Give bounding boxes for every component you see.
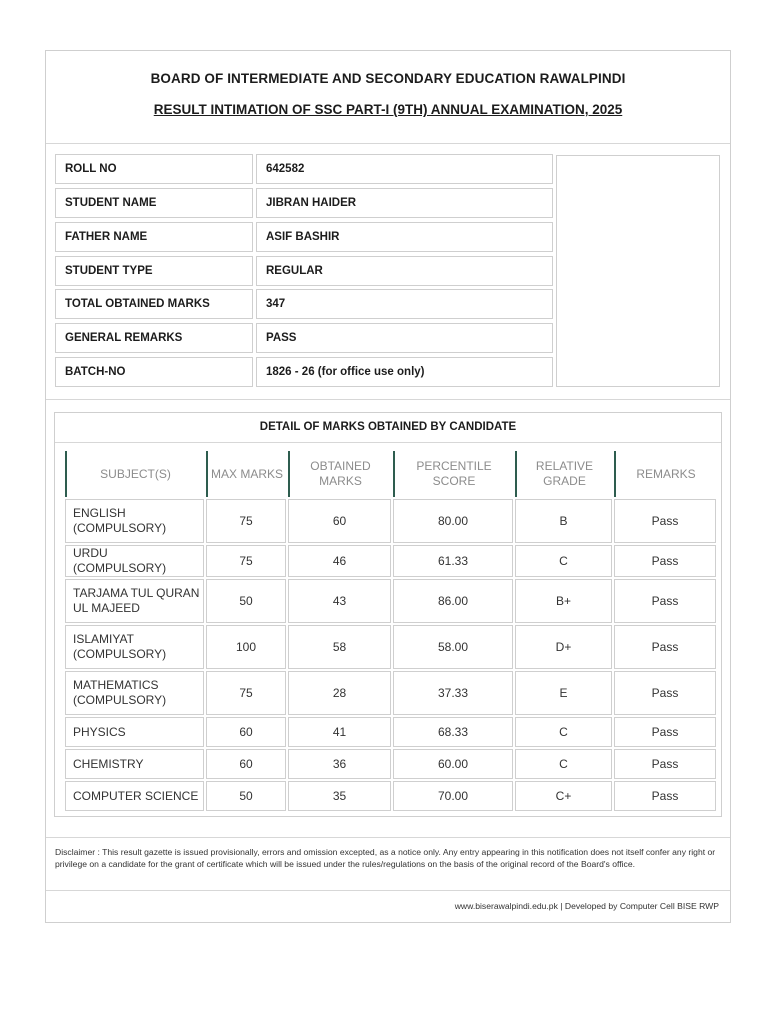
info-label: FATHER NAME bbox=[55, 222, 253, 252]
obtained-marks-cell: 43 bbox=[288, 579, 391, 623]
info-label: BATCH-NO bbox=[55, 357, 253, 387]
student-photo-placeholder bbox=[556, 155, 720, 387]
info-label: GENERAL REMARKS bbox=[55, 323, 253, 353]
info-row-student-type bbox=[55, 256, 551, 286]
col-header-subject: SUBJECT(S) bbox=[65, 451, 204, 497]
obtained-marks-cell: 41 bbox=[288, 717, 391, 747]
percentile-cell: 58.00 bbox=[393, 625, 513, 669]
max-marks-cell: 75 bbox=[206, 671, 286, 715]
col-header-remarks: REMARKS bbox=[614, 451, 716, 497]
subject-cell: ISLAMIYAT (COMPULSORY) bbox=[65, 625, 204, 669]
subject-cell: ENGLISH (COMPULSORY) bbox=[65, 499, 204, 543]
info-row-general-remarks bbox=[55, 323, 551, 353]
max-marks-cell: 50 bbox=[206, 579, 286, 623]
percentile-cell: 86.00 bbox=[393, 579, 513, 623]
footer-credit: www.biserawalpindi.edu.pk | Developed by Computer Cell BISE RWP bbox=[454, 901, 719, 911]
result-header bbox=[46, 51, 730, 144]
percentile-cell: 80.00 bbox=[393, 499, 513, 543]
info-row-father-name bbox=[55, 222, 551, 252]
table-row bbox=[65, 749, 716, 779]
max-marks-cell: 60 bbox=[206, 749, 286, 779]
info-label: TOTAL OBTAINED MARKS bbox=[55, 289, 253, 319]
exam-title: RESULT INTIMATION OF SSC PART-I (9TH) ANNUAL EXAMINATION, 2025 bbox=[153, 102, 623, 117]
grade-cell: C+ bbox=[515, 781, 612, 811]
roll-no-value: 642582 bbox=[256, 154, 553, 184]
max-marks-cell: 60 bbox=[206, 717, 286, 747]
grade-cell: B bbox=[515, 499, 612, 543]
father-name-value: ASIF BASHIR bbox=[256, 222, 553, 252]
result-card bbox=[45, 50, 731, 923]
obtained-marks-cell: 60 bbox=[288, 499, 391, 543]
max-marks-cell: 75 bbox=[206, 545, 286, 577]
subject-cell: MATHEMATICS (COMPULSORY) bbox=[65, 671, 204, 715]
remarks-cell: Pass bbox=[614, 579, 716, 623]
remarks-cell: Pass bbox=[614, 625, 716, 669]
col-header-max-marks: MAX MARKS bbox=[206, 451, 286, 497]
info-label: STUDENT TYPE bbox=[55, 256, 253, 286]
max-marks-cell: 100 bbox=[206, 625, 286, 669]
remarks-cell: Pass bbox=[614, 671, 716, 715]
grade-cell: C bbox=[515, 545, 612, 577]
grade-cell: C bbox=[515, 749, 612, 779]
subject-cell: CHEMISTRY bbox=[65, 749, 204, 779]
table-row bbox=[65, 499, 716, 543]
marks-header-row bbox=[65, 451, 716, 497]
board-title: BOARD OF INTERMEDIATE AND SECONDARY EDUCATION RAWALPINDI bbox=[150, 71, 626, 86]
obtained-marks-cell: 46 bbox=[288, 545, 391, 577]
info-row-total-marks bbox=[55, 289, 551, 319]
remarks-cell: Pass bbox=[614, 781, 716, 811]
table-row bbox=[65, 579, 716, 623]
col-header-grade: RELATIVE GRADE bbox=[515, 451, 612, 497]
info-label: ROLL NO bbox=[55, 154, 253, 184]
subject-cell: TARJAMA TUL QURAN UL MAJEED bbox=[65, 579, 204, 623]
student-type-value: REGULAR bbox=[256, 256, 553, 286]
max-marks-cell: 75 bbox=[206, 499, 286, 543]
grade-cell: B+ bbox=[515, 579, 612, 623]
student-name-value: JIBRAN HAIDER bbox=[256, 188, 553, 218]
percentile-cell: 60.00 bbox=[393, 749, 513, 779]
percentile-cell: 68.33 bbox=[393, 717, 513, 747]
table-row bbox=[65, 625, 716, 669]
obtained-marks-cell: 28 bbox=[288, 671, 391, 715]
remarks-cell: Pass bbox=[614, 717, 716, 747]
col-header-obtained-marks: OBTAINED MARKS bbox=[288, 451, 391, 497]
disclaimer-text: Disclaimer : This result gazette is issued provisionally, errors and omission excepted, as a notice only. Any entry appearing in this notification does not itself confer any right or privilege on a candidate for the grant of certificate which will be issued under the rules/regulations on the basis of the original record of the Board's office. bbox=[46, 837, 730, 891]
info-row-roll-no bbox=[55, 154, 551, 184]
subject-cell: COMPUTER SCIENCE bbox=[65, 781, 204, 811]
grade-cell: E bbox=[515, 671, 612, 715]
obtained-marks-cell: 35 bbox=[288, 781, 391, 811]
table-row bbox=[65, 717, 716, 747]
subject-cell: PHYSICS bbox=[65, 717, 204, 747]
max-marks-cell: 50 bbox=[206, 781, 286, 811]
subject-cell: URDU (COMPULSORY) bbox=[65, 545, 204, 577]
batch-no-value: 1826 - 26 (for office use only) bbox=[256, 357, 553, 387]
percentile-cell: 37.33 bbox=[393, 671, 513, 715]
table-row bbox=[65, 781, 716, 811]
marks-title: DETAIL OF MARKS OBTAINED BY CANDIDATE bbox=[55, 413, 721, 443]
percentile-cell: 61.33 bbox=[393, 545, 513, 577]
general-remarks-value: PASS bbox=[256, 323, 553, 353]
col-header-percentile: PERCENTILE SCORE bbox=[393, 451, 513, 497]
percentile-cell: 70.00 bbox=[393, 781, 513, 811]
total-marks-value: 347 bbox=[256, 289, 553, 319]
table-row bbox=[65, 671, 716, 715]
obtained-marks-cell: 58 bbox=[288, 625, 391, 669]
info-row-batch-no bbox=[55, 357, 551, 387]
obtained-marks-cell: 36 bbox=[288, 749, 391, 779]
grade-cell: C bbox=[515, 717, 612, 747]
grade-cell: D+ bbox=[515, 625, 612, 669]
remarks-cell: Pass bbox=[614, 545, 716, 577]
student-info-section bbox=[46, 143, 730, 400]
marks-section bbox=[54, 412, 722, 817]
remarks-cell: Pass bbox=[614, 499, 716, 543]
info-label: STUDENT NAME bbox=[55, 188, 253, 218]
info-row-student-name bbox=[55, 188, 551, 218]
remarks-cell: Pass bbox=[614, 749, 716, 779]
marks-table bbox=[63, 449, 718, 813]
table-row bbox=[65, 545, 716, 577]
